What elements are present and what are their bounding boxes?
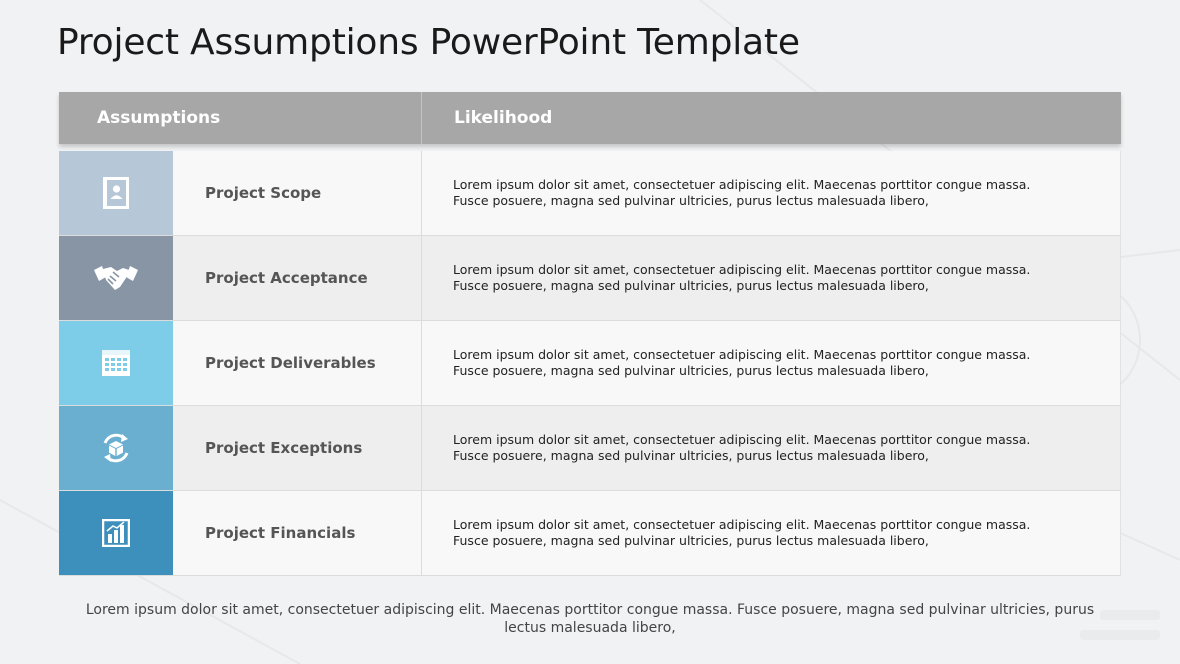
row-icon-cell [59,406,173,490]
id-card-icon [102,176,130,210]
row-name: Project Exceptions [173,406,422,490]
table-row [59,321,1121,406]
table-row [59,151,1121,236]
row-description: Lorem ipsum dolor sit amet, consectetuer adipiscing elit. Maecenas porttitor congue massa. Fusce posuere, magna sed pulvinar ultricies, purus lectus malesuada libero, [422,236,1121,320]
assumptions-table [59,92,1121,576]
row-name: Project Scope [173,151,422,235]
row-description: Lorem ipsum dolor sit amet, consectetuer adipiscing elit. Maecenas porttitor congue massa. Fusce posuere, magna sed pulvinar ultricies, purus lectus malesuada libero, [422,406,1121,490]
row-icon-cell [59,491,173,575]
bar-chart-icon [102,519,130,547]
row-icon-cell [59,236,173,320]
calendar-icon [101,348,131,378]
header-likelihood: Likelihood [454,108,553,128]
table-row [59,236,1121,321]
row-description: Lorem ipsum dolor sit amet, consectetuer adipiscing elit. Maecenas porttitor congue massa. Fusce posuere, magna sed pulvinar ultricies, purus lectus malesuada libero, [422,321,1121,405]
row-name: Project Deliverables [173,321,422,405]
footer-text: Lorem ipsum dolor sit amet, consectetuer adipiscing elit. Maecenas porttitor congue massa. Fusce posuere, magna sed pulvinar ultricies, purus lectus malesuada libero, [85,602,1095,636]
table-header [59,92,1121,144]
row-icon-cell [59,151,173,235]
row-name: Project Financials [173,491,422,575]
handshake-icon [93,263,139,293]
page-title: Project Assumptions PowerPoint Template [57,22,800,63]
row-description: Lorem ipsum dolor sit amet, consectetuer adipiscing elit. Maecenas porttitor congue massa. Fusce posuere, magna sed pulvinar ultricies, purus lectus malesuada libero, [422,151,1121,235]
row-name: Project Acceptance [173,236,422,320]
box-cycle-icon [99,431,133,465]
row-icon-cell [59,321,173,405]
table-row [59,491,1121,576]
header-assumptions: Assumptions [59,92,422,144]
table-row [59,406,1121,491]
table-body [59,151,1121,576]
row-description: Lorem ipsum dolor sit amet, consectetuer adipiscing elit. Maecenas porttitor congue massa. Fusce posuere, magna sed pulvinar ultricies, purus lectus malesuada libero, [422,491,1121,575]
